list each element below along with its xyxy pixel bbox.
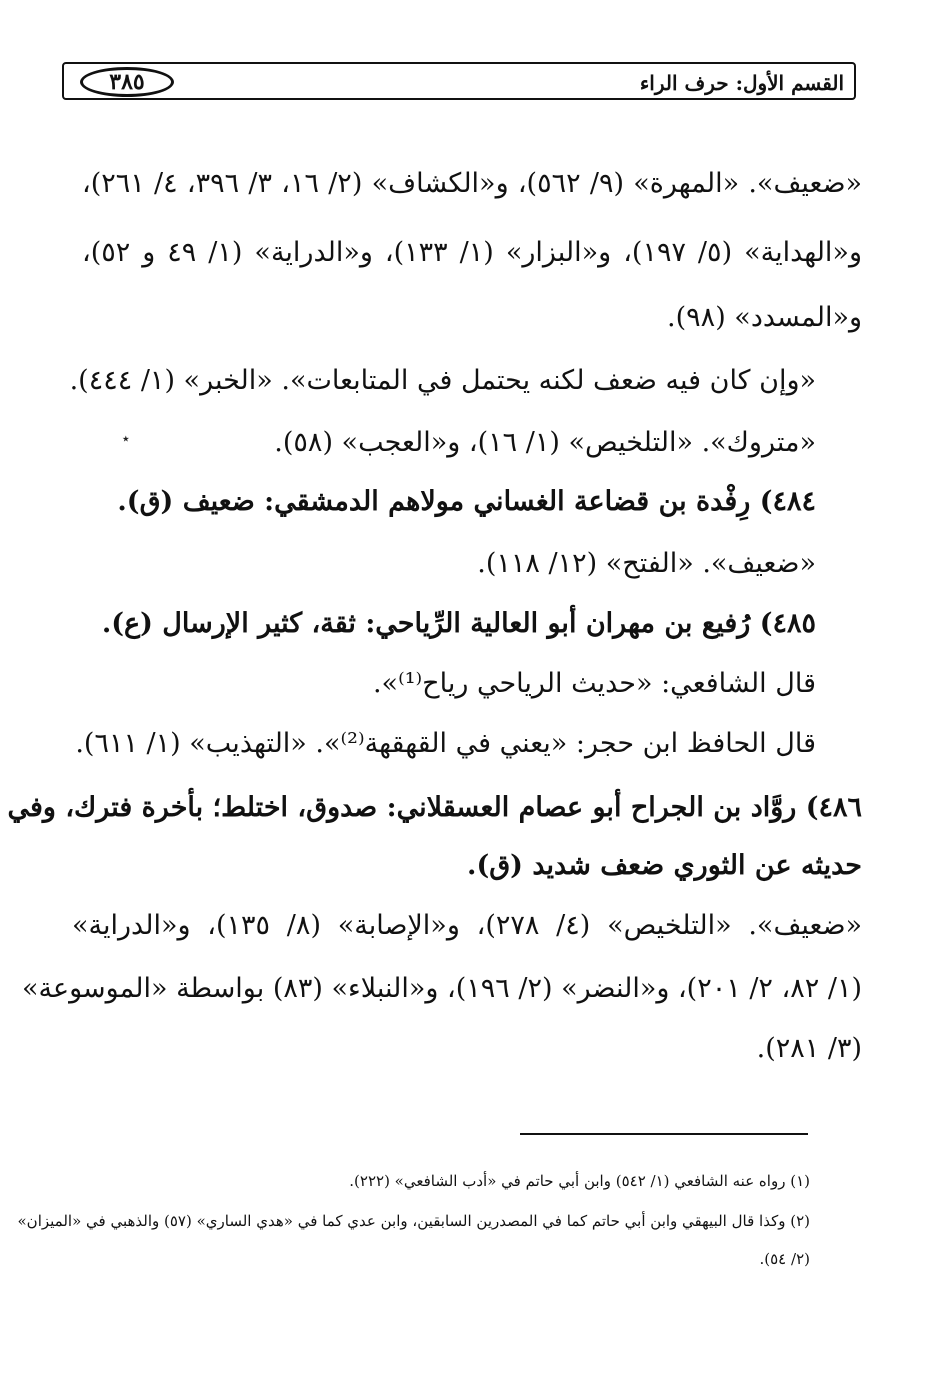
entry-484-heading: ٤٨٤) رِفْدة بن قضاعة الغساني مولاهم الدمشقي: ضعيف (ق). bbox=[117, 486, 816, 517]
page-number: ٣٨٥ bbox=[80, 67, 174, 97]
body-line-3: و«المسدد» (٩٨). bbox=[667, 302, 862, 333]
footnote-2-cont: (٢/ ٥٤). bbox=[759, 1250, 810, 1268]
stray-mark: ٭ bbox=[122, 431, 130, 447]
body-line-13: «ضعيف». «التلخيص» (٤/ ٢٧٨)، و«الإصابة» (٨/ ١٣٥)، و«الدراية» bbox=[72, 910, 863, 941]
body-line-15: (٣/ ٢٨١). bbox=[756, 1033, 862, 1064]
body-line-10: قال الحافظ ابن حجر: «يعني في القهقهة⁽²⁾». «التهذيب» (١/ ٦١١). bbox=[75, 728, 816, 759]
entry-486-heading-cont: حديثه عن الثوري ضعف شديد (ق). bbox=[467, 850, 862, 881]
body-line-14: (١/ ٨٢، ٢/ ٢٠١)، و«النضر» (٢/ ١٩٦)، و«النبلاء» (٨٣) بواسطة «الموسوعة» bbox=[22, 973, 862, 1004]
body-line-1: «ضعيف». «المهرة» (٩/ ٥٦٢)، و«الكشاف» (٢/ ١٦، ٣/ ٣٩٦، ٤/ ٢٦١)، bbox=[82, 168, 863, 199]
entry-485-heading: ٤٨٥) رُفيع بن مهران أبو العالية الرِّياحي: ثقة، كثير الإرسال (ع). bbox=[101, 608, 816, 639]
footnote-2: (٢) وكذا قال البيهقي وابن أبي حاتم كما في المصدرين السابقين، وابن عدي كما في «هدي الساري» (٥٧) والذهبي في «الميزان» bbox=[17, 1212, 810, 1230]
entry-486-heading: ٤٨٦) روَّاد بن الجراح أبو عصام العسقلاني: صدوق، اختلط؛ بأخرة فترك، وفي bbox=[7, 792, 862, 823]
body-line-7: «ضعيف». «الفتح» (١٢/ ١١٨). bbox=[477, 548, 816, 579]
body-line-2: و«الهداية» (٥/ ١٩٧)، و«البزار» (١/ ١٣٣)، و«الدراية» (١/ ٤٩ و ٥٢)، bbox=[82, 237, 862, 268]
running-title: القسم الأول: حرف الراء bbox=[639, 71, 844, 95]
body-line-4: «وإن كان فيه ضعف لكنه يحتمل في المتابعات». «الخبر» (١/ ٤٤٤). bbox=[69, 365, 816, 396]
body-line-5: «متروك». «التلخيص» (١/ ١٦)، و«العجب» (٥٨). bbox=[274, 427, 816, 458]
footnote-1: (١) رواه عنه الشافعي (١/ ٥٤٢) وابن أبي حاتم في «أدب الشافعي» (٢٢٢). bbox=[349, 1172, 810, 1190]
body-line-9: قال الشافعي: «حديث الرياحي رياح⁽¹⁾». bbox=[372, 668, 816, 699]
footnote-separator bbox=[520, 1133, 808, 1135]
